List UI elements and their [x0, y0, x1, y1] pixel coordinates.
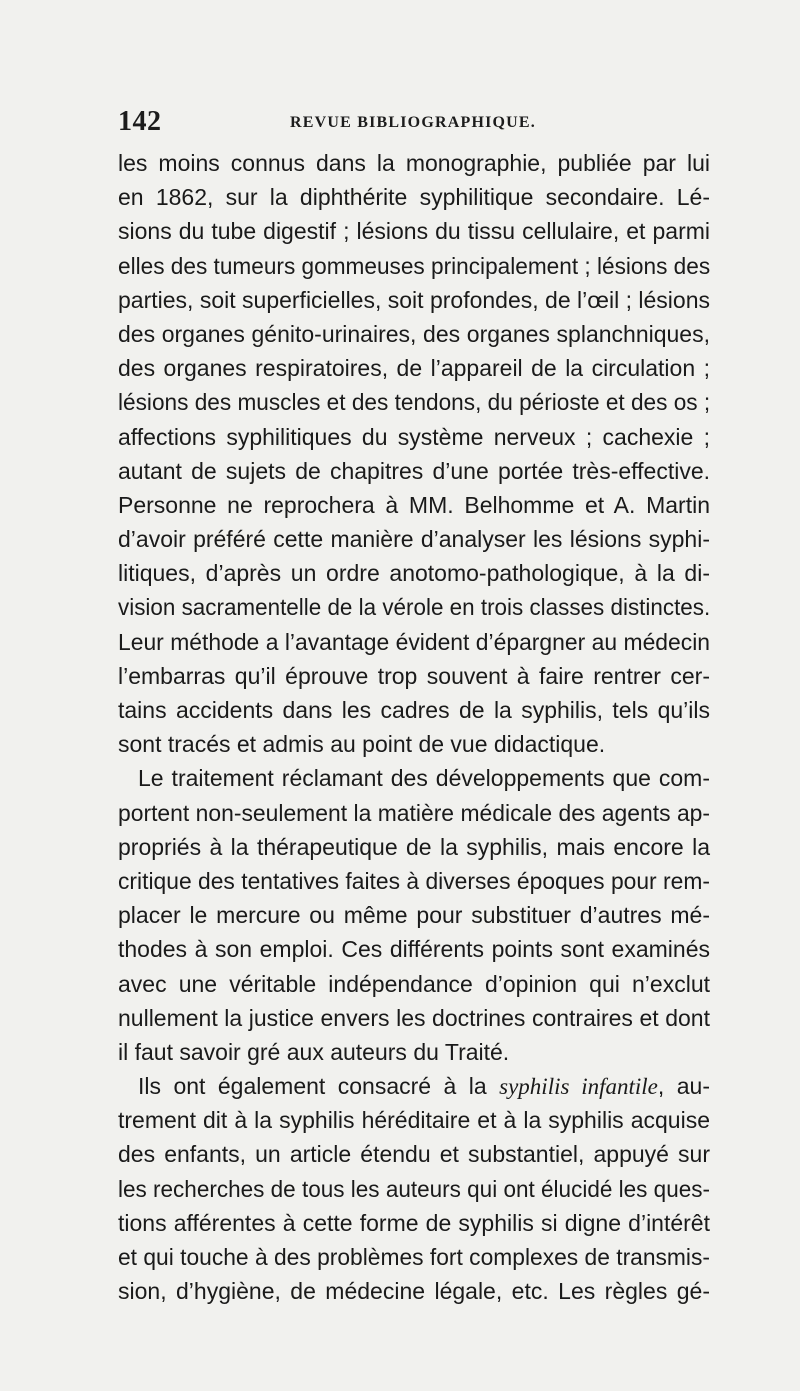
text-line: thodes à son emploi. Ces différents points sont examinés — [118, 936, 710, 963]
text-line: placer le mercure ou même pour substituer d’autres mé- — [118, 902, 710, 929]
page-number: 142 — [118, 106, 162, 137]
italic-phrase: syphilis infantile — [499, 1074, 658, 1100]
text-line: nullement la justice envers les doctrines contraires et dont — [118, 1004, 710, 1031]
text-line: l’embarras qu’il éprouve trop souvent à faire rentrer cer- — [118, 662, 710, 689]
text-line: elles des tumeurs gommeuses principalement ; lésions des — [118, 252, 711, 279]
text-line: les moins connus dans la monographie, publiée par lui — [118, 150, 710, 176]
text-line: et qui touche à des problèmes fort complexes de transmis- — [118, 1244, 711, 1270]
text-line: portent non-seulement la matière médicale des agents ap- — [118, 799, 711, 826]
paragraph-1 — [118, 146, 710, 761]
text-line: Ils ont également consacré à la syphilis infantile, au- — [138, 1073, 710, 1100]
text-line: sions du tube digestif ; lésions du tissu cellulaire, et parmi — [118, 218, 710, 245]
text-line: propriés à la thérapeutique de la syphilis, mais encore la — [118, 833, 710, 860]
body-text — [118, 146, 710, 1308]
text-line: avec une véritable indépendance d’opinion qui n’exclut — [118, 970, 710, 997]
text-line: parties, soit superficielles, soit profondes, de l’œil ; lésions — [118, 286, 710, 313]
text-line: trement dit à la syphilis héréditaire et à la syphilis acquise — [118, 1107, 710, 1134]
text-line: critique des tentatives faites à diverses époques pour rem- — [118, 867, 711, 894]
paragraph-2 — [118, 761, 710, 1069]
text-line: Le traitement réclamant des développements que com- — [138, 765, 710, 792]
text-line: sion, d’hygiène, de médecine légale, etc. Les règles gé- — [118, 1278, 710, 1305]
text-line: des enfants, un article étendu et substantiel, appuyé sur — [118, 1141, 710, 1168]
text-line: tains accidents dans les cadres de la syphilis, tels qu’ils — [118, 697, 710, 723]
text-line: autant de sujets de chapitres d’une portée très-effective. — [118, 457, 710, 484]
text-line: lésions des muscles et des tendons, du périoste et des os ; — [118, 389, 711, 416]
text-line: affections syphilitiques du système nerveux ; cachexie ; — [118, 423, 710, 450]
running-title: REVUE BIBLIOGRAPHIQUE. — [290, 114, 536, 131]
text-line: d’avoir préféré cette manière d’analyser les lésions syphi- — [118, 526, 710, 553]
text-line: vision sacramentelle de la vérole en trois classes distinctes. — [118, 594, 711, 621]
text-line: des organes respiratoires, de l’appareil de la circulation ; — [118, 355, 710, 382]
text-line: Leur méthode a l’avantage évident d’épargner au médecin — [118, 628, 711, 655]
text-line: Personne ne reprochera à MM. Belhomme et A. Martin — [118, 491, 710, 518]
text-line: sont tracés et admis au point de vue didactique. — [118, 731, 606, 758]
text-line: des organes génito-urinaires, des organes splanchniques, — [118, 320, 710, 347]
text-line: litiques, d’après un ordre anotomo-pathologique, à la di- — [118, 560, 710, 587]
page-header — [118, 106, 708, 140]
text-line: en 1862, sur la diphthérite syphilitique secondaire. Lé- — [118, 184, 710, 211]
paragraph-3 — [118, 1069, 710, 1308]
text-line: tions afférentes à cette forme de syphilis si digne d’intérêt — [118, 1209, 710, 1236]
text-line: les recherches de tous les auteurs qui ont élucidé les ques- — [118, 1175, 710, 1202]
text-line: il faut savoir gré aux auteurs du Traité. — [118, 1038, 510, 1065]
